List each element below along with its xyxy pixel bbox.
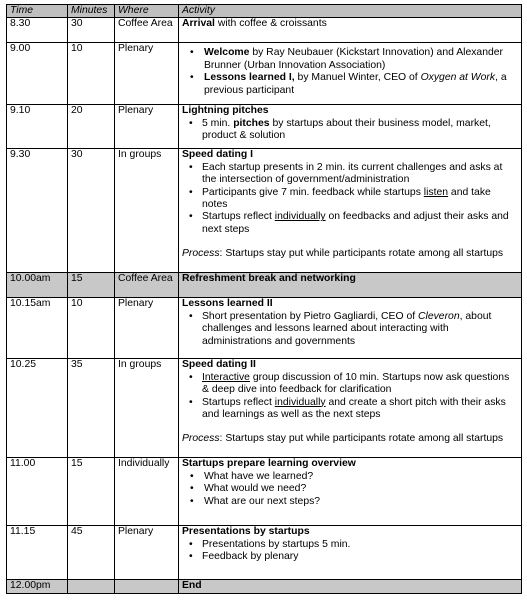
table-row bbox=[7, 43, 522, 105]
time-cell: 10.00am bbox=[7, 273, 68, 298]
list-item bbox=[204, 72, 518, 97]
table-row bbox=[7, 458, 522, 526]
underlined-text: individually bbox=[274, 396, 326, 408]
activity-cell bbox=[179, 273, 522, 298]
where-cell: Plenary bbox=[115, 105, 179, 149]
table-row bbox=[7, 359, 522, 458]
where-cell bbox=[115, 580, 179, 594]
minutes-cell bbox=[68, 580, 115, 594]
list-item bbox=[202, 311, 518, 348]
item-text: Participants give 7 min. feedback while startups bbox=[202, 186, 424, 198]
header-where: Where bbox=[115, 5, 179, 18]
list-item bbox=[202, 118, 518, 143]
list-item bbox=[204, 47, 518, 72]
activity-cell bbox=[179, 43, 522, 105]
where-cell: Individually bbox=[115, 458, 179, 526]
underlined-text: individually bbox=[274, 211, 326, 223]
time-cell: 10.25 bbox=[7, 359, 68, 458]
process-label: Process bbox=[182, 248, 220, 260]
header-minutes: Minutes bbox=[68, 5, 115, 18]
activity-title: Lessons learned II bbox=[182, 298, 273, 310]
activity-cell bbox=[179, 359, 522, 458]
list-item: • What are our next steps? bbox=[204, 496, 518, 508]
process-label: Process bbox=[182, 433, 220, 445]
activity-title: Refreshment break and networking bbox=[182, 273, 356, 285]
time-cell: 11.15 bbox=[7, 526, 68, 580]
where-cell: Plenary bbox=[115, 526, 179, 580]
process-note bbox=[182, 433, 518, 445]
underlined-text: listen bbox=[423, 186, 449, 198]
item-text: , a previous participant bbox=[204, 72, 507, 96]
time-cell: 9.10 bbox=[7, 105, 68, 149]
item-text: and create a short pitch with their asks and learnings as well as the next steps bbox=[202, 396, 506, 421]
activity-title: Speed dating II bbox=[182, 359, 256, 371]
item-text: by startups about their business model, market, product & solution bbox=[202, 117, 491, 142]
bold-text: Lessons learned I, bbox=[204, 72, 295, 84]
list-item bbox=[202, 397, 518, 422]
item-text: by Manuel Winter, CEO of bbox=[294, 72, 421, 84]
where-cell: Plenary bbox=[115, 43, 179, 105]
italic-text: Oxygen at Work bbox=[420, 72, 496, 84]
table-row bbox=[7, 580, 522, 594]
where-cell: In groups bbox=[115, 149, 179, 273]
bullet-list bbox=[182, 118, 518, 143]
time-cell: 11.00 bbox=[7, 458, 68, 526]
bullet-list bbox=[182, 471, 518, 508]
list-item: • Each startup presents in 2 min. its current challenges and asks at the intersection of government/administration bbox=[202, 162, 518, 187]
process-note bbox=[182, 248, 518, 260]
minutes-cell: 20 bbox=[68, 105, 115, 149]
activity-title: Lightning pitches bbox=[182, 105, 269, 117]
activity-cell bbox=[179, 105, 522, 149]
where-cell: In groups bbox=[115, 359, 179, 458]
bullet-list bbox=[182, 539, 518, 564]
where-cell: Plenary bbox=[115, 298, 179, 359]
bullet-list bbox=[182, 311, 518, 348]
process-text: : Startups stay put while participants rotate among all startups bbox=[219, 248, 504, 260]
minutes-cell: 45 bbox=[68, 526, 115, 580]
table-row bbox=[7, 526, 522, 580]
bold-text: Welcome bbox=[204, 47, 250, 59]
list-item: • Feedback by plenary bbox=[202, 551, 518, 563]
activity-cell bbox=[179, 526, 522, 580]
activity-title: End bbox=[182, 580, 202, 592]
minutes-cell: 35 bbox=[68, 359, 115, 458]
minutes-cell: 10 bbox=[68, 298, 115, 359]
list-item bbox=[202, 211, 518, 236]
minutes-cell: 30 bbox=[68, 149, 115, 273]
item-text: and take notes bbox=[202, 186, 491, 211]
activity-title: Speed dating I bbox=[182, 149, 254, 161]
activity-cell bbox=[179, 580, 522, 594]
item-text: on feedbacks and adjust their asks and next steps bbox=[202, 211, 509, 235]
italic-text: Cleveron bbox=[418, 310, 460, 322]
header-row bbox=[7, 5, 522, 18]
minutes-cell: 15 bbox=[68, 458, 115, 526]
minutes-cell: 30 bbox=[68, 18, 115, 43]
item-text: 5 min. bbox=[202, 117, 234, 129]
time-cell: 8.30 bbox=[7, 18, 68, 43]
activity-title: Startups prepare learning overview bbox=[182, 458, 356, 470]
item-text: by Ray Neubauer (Kickstart Innovation) and Alexander Brunner (Urban Innovation Association) bbox=[204, 47, 503, 71]
activity-title: Arrival bbox=[182, 18, 215, 30]
list-item bbox=[202, 372, 518, 397]
list-item bbox=[202, 187, 518, 212]
list-item: • What have we learned? bbox=[204, 471, 518, 483]
activity-text: with coffee & croissants bbox=[214, 18, 327, 30]
bold-text: pitches bbox=[233, 117, 270, 129]
table-row bbox=[7, 105, 522, 149]
where-cell: Coffee Area bbox=[115, 273, 179, 298]
activity-cell bbox=[179, 149, 522, 273]
time-cell: 9.30 bbox=[7, 149, 68, 273]
bullet-list bbox=[182, 372, 518, 422]
item-text: Startups reflect bbox=[202, 396, 275, 408]
header-time: Time bbox=[7, 5, 68, 18]
item-text: group discussion of 10 min. Startups now ask questions & deep dive into feedback for clarification bbox=[202, 371, 510, 396]
underlined-text: Interactive bbox=[202, 371, 250, 383]
activity-cell bbox=[179, 18, 522, 43]
table-row bbox=[7, 298, 522, 359]
list-item: • What would we need? bbox=[204, 483, 518, 495]
item-text: Short presentation by Pietro Gagliardi, CEO of bbox=[202, 310, 419, 322]
bullet-list bbox=[182, 162, 518, 236]
process-text: : Startups stay put while participants rotate among all startups bbox=[219, 433, 504, 445]
time-cell: 10.15am bbox=[7, 298, 68, 359]
item-text: , about challenges and lessons learned about interacting with administrations and governments bbox=[202, 310, 492, 347]
time-cell: 12.00pm bbox=[7, 580, 68, 594]
agenda-page bbox=[6, 4, 522, 594]
table-row bbox=[7, 273, 522, 298]
header-activity: Activity bbox=[179, 5, 522, 18]
item-text: Startups reflect bbox=[202, 211, 275, 223]
agenda-table bbox=[6, 4, 522, 594]
table-row bbox=[7, 18, 522, 43]
time-cell: 9.00 bbox=[7, 43, 68, 105]
activity-title: Presentations by startups bbox=[182, 526, 310, 538]
where-cell: Coffee Area bbox=[115, 18, 179, 43]
bullet-list bbox=[182, 47, 518, 97]
list-item: • Presentations by startups 5 min. bbox=[202, 539, 518, 551]
minutes-cell: 10 bbox=[68, 43, 115, 105]
minutes-cell: 15 bbox=[68, 273, 115, 298]
table-row bbox=[7, 149, 522, 273]
activity-cell bbox=[179, 458, 522, 526]
activity-cell bbox=[179, 298, 522, 359]
